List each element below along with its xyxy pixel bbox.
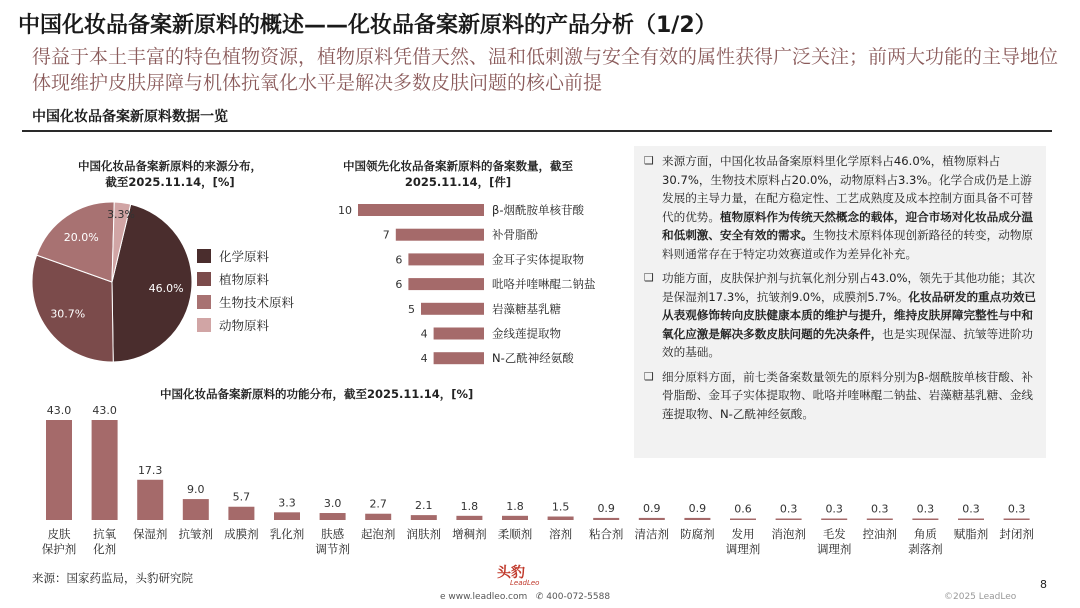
pie-slice-label: 20.0% — [63, 231, 99, 245]
legend-swatch — [197, 249, 211, 263]
vbar-category-label: 保护剂 — [41, 542, 77, 556]
hbar-value-label: 6 — [395, 278, 403, 292]
legend-label: 植物原料 — [219, 271, 270, 287]
vbar-bar — [776, 519, 802, 521]
vbar-bar — [320, 513, 346, 520]
vbar-category-label: 清洁剂 — [634, 527, 670, 541]
vbar-category-label: 消泡剂 — [771, 527, 806, 541]
vbar-value-label: 0.6 — [734, 502, 752, 516]
vbar-value-label: 1.8 — [506, 499, 524, 513]
hbar-value-label: 10 — [338, 204, 352, 217]
hbar-bar — [408, 278, 484, 290]
hbar-category-label: N-乙酰神经氨酸 — [492, 351, 574, 366]
vbar-category-label: 调节剂 — [315, 542, 350, 556]
vbar-chart — [30, 402, 1050, 572]
vbar-value-label: 3.0 — [323, 497, 342, 511]
analysis-p1-emphasis: 植物原料作为传统天然概念的载体，迎合市场对化妆品成分温和低刺激、安全有效的需求。 — [662, 209, 1034, 242]
pie-chart — [30, 200, 195, 365]
hbar-chart-title — [318, 158, 598, 190]
vbar-bar — [730, 519, 756, 521]
vbar-category-label: 皮肤 — [47, 527, 71, 541]
hbar-chart — [320, 196, 620, 376]
vbar-value-label: 0.3 — [1007, 502, 1026, 516]
footer-contact — [440, 592, 610, 602]
vbar-category-label: 增稠剂 — [452, 527, 487, 541]
vbar-category-label: 起泡剂 — [360, 527, 396, 541]
analysis-p2-tail: 也是实现保湿、抗皱等进阶功效的基础。 — [662, 326, 1034, 359]
vbar-category-label: 发用 — [731, 527, 755, 541]
vbar-bar — [1004, 519, 1030, 521]
vbar-category-label: 角质 — [913, 527, 937, 541]
legend-label: 生物技术原料 — [219, 294, 295, 310]
pie-chart-title-line1: 中国化妆品备案新原料的来源分布， — [78, 159, 262, 173]
hbar-bar — [434, 352, 484, 364]
vbar-bar — [137, 480, 163, 520]
vbar-bar — [867, 519, 893, 521]
hbar-value-label: 4 — [420, 352, 428, 366]
hbar-value-label: 4 — [420, 327, 428, 341]
vbar-value-label: 0.9 — [597, 501, 615, 515]
vbar-value-label: 1.8 — [460, 499, 479, 513]
analysis-paragraph-function — [644, 269, 1036, 362]
vbar-value-label: 2.1 — [415, 499, 433, 513]
vbar-category-label: 抗皱剂 — [178, 527, 214, 541]
vbar-bar — [274, 512, 300, 520]
leadleo-logo: 头豹 — [497, 565, 525, 581]
legend-label: 化学原料 — [219, 248, 270, 264]
hbar-bar — [396, 229, 484, 241]
legend-swatch — [197, 318, 211, 332]
vbar-value-label: 1.5 — [551, 500, 570, 514]
vbar-value-label: 2.7 — [369, 497, 387, 511]
vbar-value-label: 43.0 — [46, 404, 72, 417]
pie-slice-label: 3.3% — [107, 207, 136, 221]
legend-item — [197, 313, 294, 336]
hbar-value-label: 5 — [408, 302, 415, 316]
analysis-p2-text: 功能方面，皮肤保护剂与抗氧化剂分别占43.0%，领先于其他功能；其次是保湿剂17.3%，抗皱剂9.0%，成膜剂5.7%。 — [662, 271, 1036, 304]
hbar-category-label: 吡咯并喹啉醌二钠盐 — [492, 277, 596, 292]
analysis-p3-text: 细分原料方面，前七类备案数量领先的原料分别为β-烟酰胺单核苷酸、补骨脂酚、金耳子实体提取物、吡咯并喹啉醌二钠盐、岩藻糖基乳糖、金线莲提取物、N-乙酰神经氨酸。 — [662, 369, 1034, 421]
vbar-value-label: 0.9 — [688, 501, 707, 515]
page-title: 中国化妆品备案新原料的概述——化妆品备案新原料的产品分析（1/2） — [18, 13, 717, 38]
vbar-value-label: 5.7 — [232, 490, 251, 504]
analysis-p2-emphasis: 化妆品研发的重点功效已从表观修饰转向皮肤健康本质的维护与提升，维持皮肤屏障完整性与中和氧化应激是解决多数皮肤问题的先决条件， — [662, 289, 1037, 341]
vbar-value-label: 17.3 — [137, 463, 163, 477]
vbar-value-label: 0.3 — [871, 502, 889, 516]
hbar-chart-title-line2: 2025.11.14，[件] — [404, 175, 512, 189]
vbar-bar — [46, 420, 72, 520]
vbar-category-label: 粘合剂 — [588, 527, 624, 541]
vbar-category-label: 赋脂剂 — [953, 527, 989, 541]
legend-item — [197, 244, 294, 267]
legend-item — [197, 267, 294, 290]
vbar-bar — [593, 518, 619, 520]
hbar-value-label: 6 — [395, 253, 403, 267]
vbar-category-label: 柔顺剂 — [497, 527, 533, 541]
vbar-value-label: 43.0 — [92, 404, 117, 417]
pie-chart-title — [50, 158, 290, 190]
phone-icon: ✆ — [535, 592, 544, 602]
analysis-p1-text: 来源方面，中国化妆品备案原料里化学原料占46.0%，植物原料占30.7%，生物技术原料占20.0%，动物原料占3.3%。化学合成仍是上游发展的主导力量，在配方稳定性、工艺成熟度及成本控制方面具备不可替代的优势。 — [662, 154, 1034, 224]
vbar-category-label: 封闭剂 — [999, 527, 1034, 541]
hbar-bar — [408, 253, 484, 265]
vbar-bar — [456, 516, 482, 520]
hbar-category-label: 补骨脂酚 — [492, 227, 538, 242]
legend-swatch — [197, 295, 211, 309]
vbar-bar — [411, 515, 437, 520]
vbar-value-label: 0.3 — [825, 502, 843, 516]
vbar-bar — [639, 518, 665, 520]
vbar-category-label: 防腐剂 — [680, 527, 715, 541]
vbar-chart-title: 中国化妆品备案新原料的功能分布，截至2025.11.14，[%] — [160, 387, 474, 401]
globe-icon: e — [440, 592, 446, 602]
vbar-category-label: 保湿剂 — [132, 527, 168, 541]
hbar-chart-title-line1: 中国领先化妆品备案新原料的备案数量，截至 — [343, 159, 573, 173]
vbar-bar — [183, 499, 209, 520]
hbar-category-label: 岩藻糖基乳糖 — [492, 301, 561, 316]
legend-swatch — [197, 272, 211, 286]
analysis-p1-tail: 生物技术原料体现创新路径的转变，动物原料则通常存在于特定功效赛道或作为差异化补充。 — [662, 228, 1034, 261]
checkbox-bullet-icon: ❑ — [644, 154, 654, 167]
vbar-category-label: 乳化剂 — [269, 527, 305, 541]
vbar-category-label: 控油剂 — [862, 527, 898, 541]
legend-item — [197, 290, 294, 313]
vbar-value-label: 9.0 — [187, 483, 205, 497]
vbar-value-label: 0.9 — [643, 501, 661, 515]
vbar-category-label: 剥落剂 — [908, 542, 943, 556]
hbar-bar — [421, 303, 484, 315]
vbar-category-label: 成膜剂 — [224, 527, 259, 541]
vbar-bar — [228, 507, 254, 520]
leadleo-logo-sub: LeadLeo — [510, 579, 540, 587]
hbar-value-label: 7 — [382, 228, 390, 242]
hbar-category-label: 金耳子实体提取物 — [492, 252, 584, 267]
vbar-category-label: 毛发 — [822, 527, 846, 541]
vbar-bar — [365, 514, 391, 520]
vbar-category-label: 化剂 — [93, 542, 117, 556]
checkbox-bullet-icon: ❑ — [644, 271, 654, 284]
vbar-category-label: 肤感 — [321, 527, 345, 541]
legend-label: 动物原料 — [219, 317, 270, 333]
hbar-category-label: β-烟酰胺单核苷酸 — [492, 203, 584, 217]
section-divider — [22, 130, 1052, 132]
vbar-bar — [92, 420, 118, 520]
checkbox-bullet-icon: ❑ — [644, 369, 654, 383]
pie-chart-title-line2: 截至2025.11.14，[%] — [105, 175, 235, 189]
hbar-category-label: 金线莲提取物 — [492, 326, 561, 341]
page-number: 8 — [1040, 578, 1047, 591]
vbar-value-label: 0.3 — [962, 502, 980, 516]
hbar-bar — [434, 328, 484, 340]
vbar-bar — [821, 519, 847, 521]
vbar-category-label: 调理剂 — [816, 542, 852, 556]
pie-legend — [197, 244, 294, 336]
vbar-bar — [912, 519, 938, 521]
source-note: 来源：国家药监局，头豹研究院 — [32, 571, 193, 585]
website-link[interactable]: www.leadleo.com — [448, 592, 528, 602]
hbar-bar — [358, 204, 484, 216]
vbar-bar — [502, 516, 528, 520]
vbar-category-label: 溶剂 — [549, 527, 573, 541]
vbar-category-label: 调理剂 — [725, 542, 761, 556]
page-subtitle: 得益于本土丰富的特色植物资源，植物原料凭借天然、温和低刺激与安全有效的属性获得广泛关注；前两大功能的主导地位体现维护皮肤屏障与机体抗氧化水平是解决多数皮肤问题的核心前提 — [32, 46, 1059, 94]
vbar-value-label: 0.3 — [916, 502, 935, 516]
phone-number: 400-072-5588 — [546, 592, 611, 602]
vbar-bar — [684, 518, 710, 520]
vbar-category-label: 润肤剂 — [406, 527, 442, 541]
pie-slice-label: 46.0% — [148, 281, 184, 295]
copyright: ©2025 LeadLeo — [944, 592, 1017, 602]
vbar-category-label: 抗氧 — [93, 527, 117, 541]
analysis-paragraph-source — [644, 152, 1036, 263]
vbar-bar — [548, 517, 574, 520]
vbar-value-label: 0.3 — [779, 502, 798, 516]
section-title: 中国化妆品备案新原料数据一览 — [32, 109, 228, 125]
pie-slice-label: 30.7% — [50, 307, 86, 321]
vbar-value-label: 3.3 — [278, 496, 296, 510]
vbar-bar — [958, 519, 984, 521]
